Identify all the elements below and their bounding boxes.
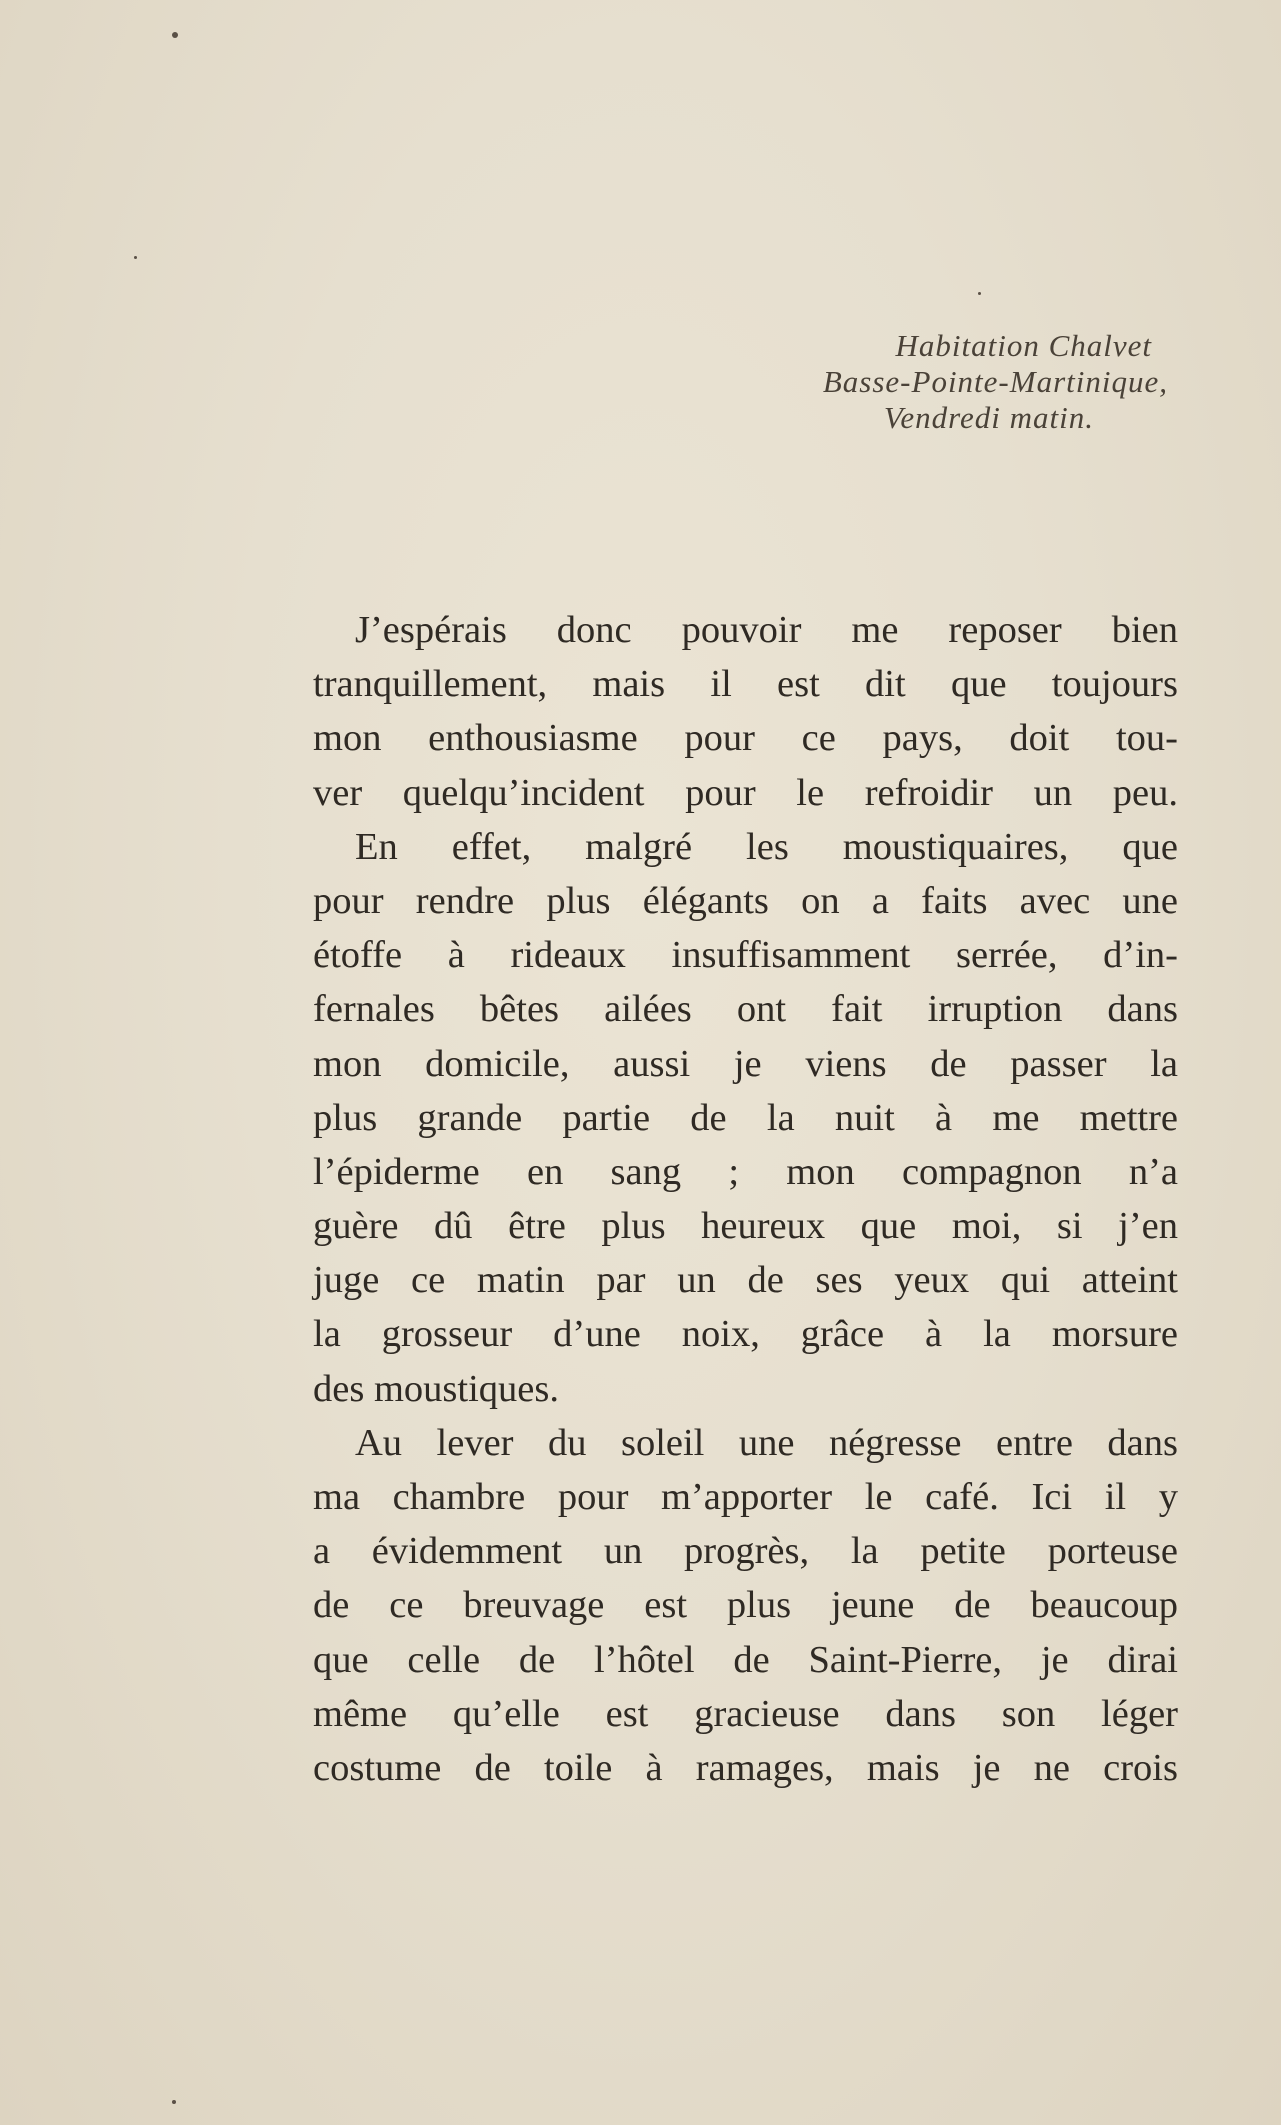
text-line: tranquillement, mais il est dit que toujours (313, 663, 1178, 706)
text-line: costume de toile à ramages, mais je ne crois (313, 1746, 1178, 1789)
dateline-location: Basse-Pointe-Martinique, (822, 364, 1168, 399)
dateline-place: Habitation Chalvet (895, 328, 1152, 363)
body-text (313, 603, 1178, 1795)
ink-speck (134, 256, 137, 259)
ink-speck (172, 2100, 176, 2104)
text-line: J’espérais donc pouvoir me reposer bien (355, 609, 1178, 651)
text-line: que celle de l’hôtel de Saint-Pierre, je dirai (313, 1638, 1178, 1681)
text-line: juge ce matin par un de ses yeux qui atteint (313, 1259, 1178, 1302)
text-line: mon domicile, aussi je viens de passer la (313, 1042, 1178, 1085)
dateline (568, 328, 1168, 436)
text-line: des moustiques. (313, 1367, 559, 1410)
text-line: la grosseur d’une noix, grâce à la morsure (313, 1313, 1178, 1356)
text-line: ver quelqu’incident pour le refroidir un peu. (313, 771, 1178, 814)
text-line: de ce breuvage est plus jeune de beaucoup (313, 1584, 1178, 1627)
text-line: étoffe à rideaux insuffisamment serrée, d’in- (313, 934, 1178, 977)
text-line: En effet, malgré les moustiquaires, que (355, 825, 1178, 868)
text-line: ma chambre pour m’apporter le café. Ici il y (313, 1476, 1178, 1518)
dateline-day: Vendredi matin. (883, 400, 1094, 435)
ink-speck (172, 32, 178, 38)
text-line: plus grande partie de la nuit à me mettre (313, 1096, 1178, 1139)
text-line: fernales bêtes ailées ont fait irruption dans (313, 988, 1178, 1031)
text-line: guère dû être plus heureux que moi, si j’en (313, 1205, 1178, 1248)
text-line: l’épiderme en sang ; mon compagnon n’a (313, 1150, 1178, 1193)
text-line: mon enthousiasme pour ce pays, doit tou- (313, 717, 1178, 760)
text-line: pour rendre plus élégants on a faits avec une (313, 879, 1178, 922)
text-line: Au lever du soleil une négresse entre dans (355, 1421, 1178, 1464)
text-line: même qu’elle est gracieuse dans son léger (313, 1692, 1178, 1735)
ink-speck (978, 292, 981, 295)
text-line: a évidemment un progrès, la petite porteuse (313, 1530, 1178, 1573)
